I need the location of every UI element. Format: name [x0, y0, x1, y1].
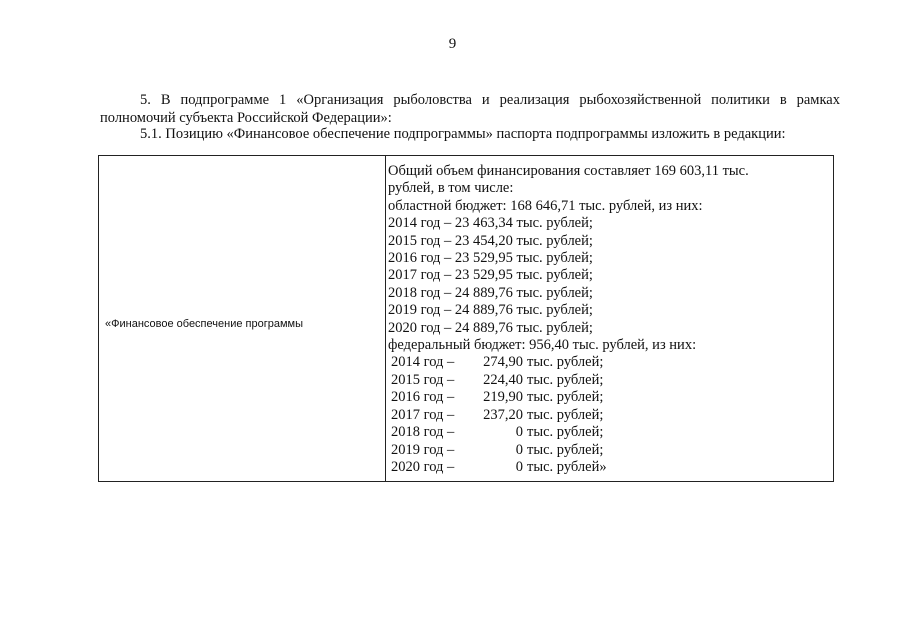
federal-row — [388, 372, 833, 389]
federal-row-year: 2020 год – — [391, 458, 455, 475]
paragraph-5: 5. В подпрограмме 1 «Организация рыболовства и реализация рыбохозяйственной политики в рамках полномочий субъекта Российской Федерации»: — [100, 92, 840, 126]
financing-table — [98, 155, 834, 482]
federal-row-value: 237,20 — [483, 406, 523, 423]
federal-row — [388, 442, 833, 459]
federal-row-value: 0 — [515, 424, 523, 441]
regional-budget-header: областной бюджет: 168 646,71 тыс. рублей, из них: — [388, 197, 703, 214]
regional-row: 2019 год – 24 889,76 тыс. рублей; — [388, 302, 593, 319]
federal-row — [388, 407, 833, 424]
federal-row — [388, 389, 833, 406]
page-number: 9 — [448, 36, 457, 52]
federal-row-unit: тыс. рублей; — [527, 441, 604, 458]
regional-row: 2015 год – 23 454,20 тыс. рублей; — [388, 232, 593, 249]
federal-row-unit: тыс. рублей» — [527, 458, 607, 475]
paragraph-5-1: 5.1. Позицию «Финансовое обеспечение подпрограммы» паспорта подпрограммы изложить в редакции: — [140, 126, 786, 142]
federal-row-unit: тыс. рублей; — [527, 389, 604, 406]
federal-row-year: 2014 год – — [391, 354, 455, 371]
federal-row — [388, 459, 833, 476]
total-line-1: Общий объем финансирования составляет 169 603,11 тыс. — [388, 163, 749, 179]
regional-row: 2020 год – 24 889,76 тыс. рублей; — [388, 319, 593, 336]
federal-budget-header: федеральный бюджет: 956,40 тыс. рублей, из них: — [388, 337, 697, 354]
federal-row — [388, 424, 833, 441]
federal-row-value: 219,90 — [483, 389, 523, 406]
table-left-cell — [99, 156, 386, 481]
federal-row-year: 2015 год – — [391, 371, 455, 388]
federal-row-year: 2019 год – — [391, 441, 455, 458]
total-line-2: рублей, в том числе: — [388, 180, 514, 197]
federal-row-unit: тыс. рублей; — [527, 424, 604, 441]
regional-row: 2017 год – 23 529,95 тыс. рублей; — [388, 267, 593, 284]
regional-row: 2014 год – 23 463,34 тыс. рублей; — [388, 215, 593, 232]
left-cell-label: «Финансовое обеспечение программы — [105, 318, 303, 330]
regional-row: 2016 год – 23 529,95 тыс. рублей; — [388, 250, 593, 267]
table-right-cell — [386, 156, 833, 481]
federal-row-unit: тыс. рублей; — [527, 371, 604, 388]
federal-row-value: 0 — [515, 441, 523, 458]
federal-row — [388, 354, 833, 371]
federal-row-year: 2017 год – — [391, 406, 455, 423]
federal-row-unit: тыс. рублей; — [527, 406, 604, 423]
federal-row-value: 274,90 — [483, 354, 523, 371]
federal-row-value: 0 — [515, 458, 523, 475]
federal-row-unit: тыс. рублей; — [527, 354, 604, 371]
federal-row-value: 224,40 — [483, 371, 523, 388]
federal-row-year: 2016 год – — [391, 389, 455, 406]
regional-row: 2018 год – 24 889,76 тыс. рублей; — [388, 284, 593, 301]
federal-row-year: 2018 год – — [391, 424, 455, 441]
